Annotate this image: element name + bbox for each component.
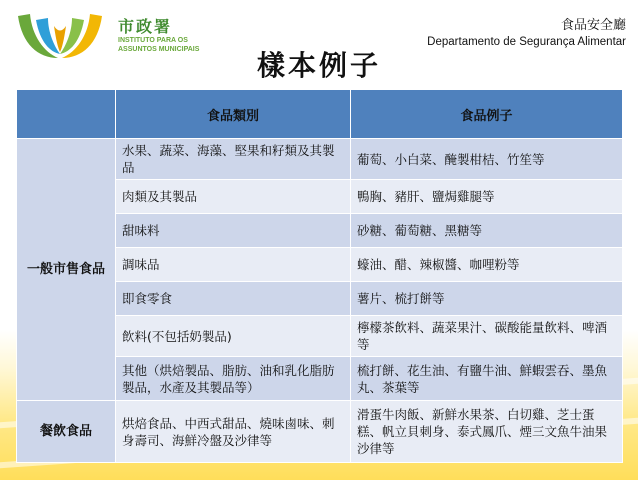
category-cell: 調味品 bbox=[116, 248, 351, 282]
category-cell: 甜味料 bbox=[116, 214, 351, 248]
page-title: 樣本例子 bbox=[256, 49, 381, 82]
examples-cell: 鴨胸、豬肝、鹽焗雞腿等 bbox=[351, 180, 623, 214]
examples-cell: 薯片、梳打餅等 bbox=[351, 282, 623, 316]
examples-cell: 砂糖、葡萄糖、黑糖等 bbox=[351, 214, 623, 248]
header-food-examples: 食品例子 bbox=[351, 90, 623, 139]
logo-name-zh: 市政署 bbox=[118, 17, 173, 36]
department-header bbox=[427, 14, 626, 48]
category-cell: 即食零食 bbox=[116, 282, 351, 316]
logo-name-en: INSTITUTO PARA OS ASSUNTOS MUNICIPAIS bbox=[118, 37, 200, 53]
department-name-zh: 食品安全廳 bbox=[560, 18, 626, 33]
category-cell: 飲料(不包括奶製品) bbox=[116, 316, 351, 357]
group-label: 一般市售食品 bbox=[17, 139, 116, 401]
examples-cell: 梳打餅、花生油、有鹽牛油、鮮蝦雲吞、墨魚丸、茶葉等 bbox=[351, 357, 623, 401]
examples-cell: 檸檬茶飲料、蔬菜果汁、碳酸能量飲料、啤酒等 bbox=[351, 316, 623, 357]
examples-cell: 葡萄、小白菜、醃製柑桔、竹笙等 bbox=[351, 139, 623, 180]
group-label: 餐飲食品 bbox=[17, 401, 116, 463]
category-cell: 水果、蔬菜、海藻、堅果和籽類及其製品 bbox=[116, 139, 351, 180]
table-row bbox=[17, 139, 623, 180]
examples-cell: 蠔油、醋、辣椒醬、咖哩粉等 bbox=[351, 248, 623, 282]
category-cell: 烘焙食品、中西式甜品、燒味鹵味、刺身壽司、海鮮冷盤及沙律等 bbox=[116, 401, 351, 463]
category-cell: 肉類及其製品 bbox=[116, 180, 351, 214]
header-food-category: 食品類別 bbox=[116, 90, 351, 139]
department-name-pt: Departamento de Segurança Alimentar bbox=[427, 36, 626, 48]
category-cell: 其他（烘焙製品、脂肪、油和乳化脂肪製品，水產及其製品等） bbox=[116, 357, 351, 401]
table-header-row bbox=[17, 90, 623, 139]
header-corner bbox=[17, 90, 116, 139]
examples-cell: 滑蛋牛肉飯、新鮮水果茶、白切雞、芝士蛋糕、帆立貝刺身、泰式鳳爪、煙三文魚牛油果沙律等 bbox=[351, 401, 623, 463]
sample-table bbox=[16, 89, 623, 463]
table-row bbox=[17, 401, 623, 463]
